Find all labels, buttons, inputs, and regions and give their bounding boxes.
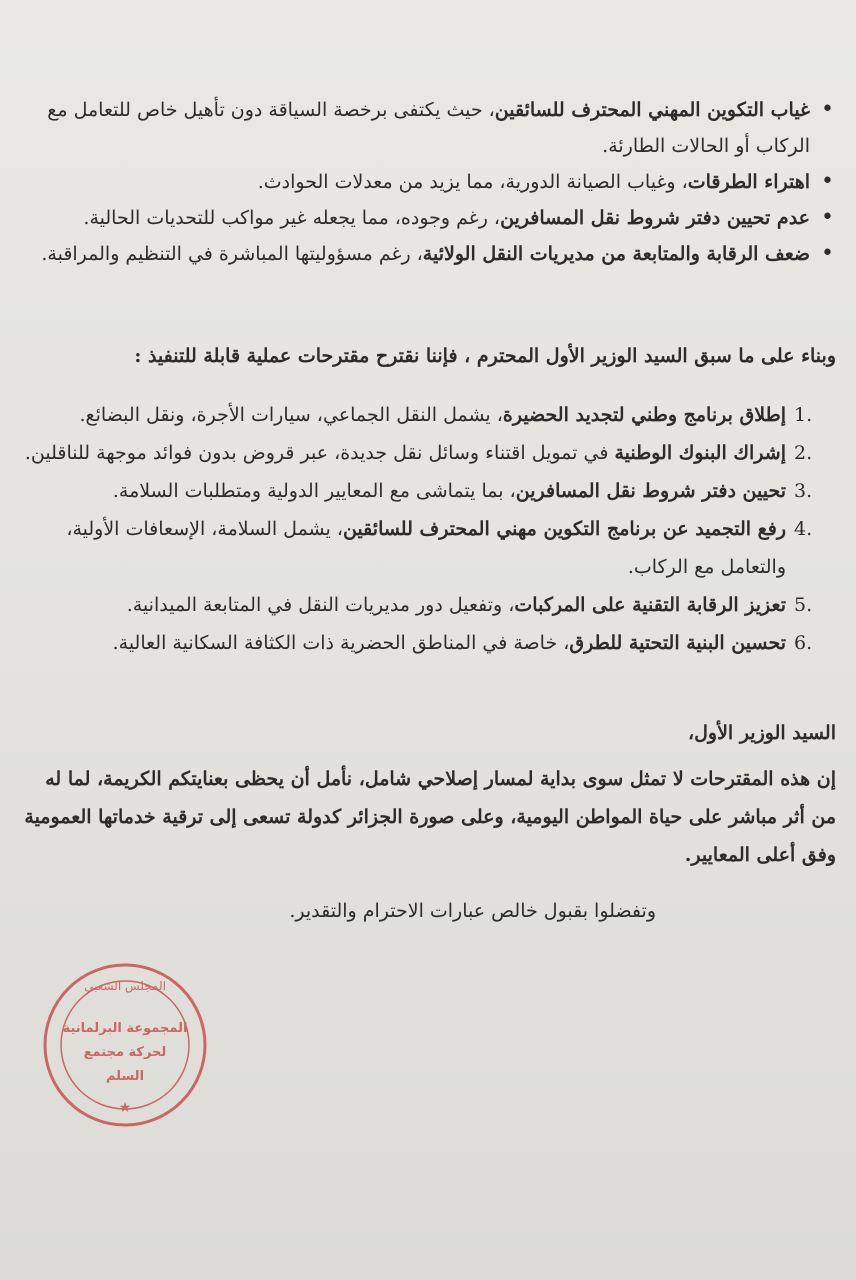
proposal-item: 3. تحيين دفتر شروط نقل المسافرين، بما يتماشى مع المعايير الدولية ومتطلبات السلامة. (16, 472, 836, 510)
proposal-item: 2. إشراك البنوك الوطنية في تمويل اقتناء وسائل نقل جديدة، عبر قروض بدون فوائد موجهة للناقلين. (16, 434, 836, 472)
stamp-line: المجموعة البرلمانية (62, 1021, 188, 1036)
closing-line: وتفضلوا بقبول خالص عبارات الاحترام والتقدير. (289, 900, 656, 922)
proposal-item: 6. تحسين البنية التحتية للطرق، خاصة في المناطق الحضرية ذات الكثافة السكانية العالية. (16, 624, 836, 662)
proposal-number: 4. (794, 518, 813, 540)
parliamentary-group-stamp (40, 960, 210, 1130)
proposal-number: 5. (794, 594, 813, 616)
stamp-top-text: المجلس الشعبي (84, 979, 166, 993)
proposal-number: 6. (794, 632, 813, 654)
proposal-item: 1. إطلاق برنامج وطني لتجديد الحضيرة، يشمل النقل الجماعي، سيارات الأجرة، ونقل البضائع. (16, 396, 836, 434)
proposal-item: 5. تعزيز الرقابة التقنية على المركبات، وتفعيل دور مديريات النقل في المتابعة الميدانية. (16, 586, 836, 624)
proposal-number: 2. (794, 442, 813, 464)
salutation: السيد الوزير الأول، (687, 722, 836, 744)
stamp-line: لحركة مجتمع (83, 1045, 167, 1060)
proposals-intro: وبناء على ما سبق السيد الوزير الأول المحترم ، فإننا نقترح مقترحات عملية قابلة للتنفيذ : (134, 345, 836, 367)
bullet-item: • ضعف الرقابة والمتابعة من مديريات النقل الولائية، رغم مسؤوليتها المباشرة في التنظيم والمراقبة. (16, 236, 836, 272)
stamp-star-icon: ★ (118, 1100, 132, 1116)
stamp-line: السلم (105, 1069, 145, 1084)
problems-list (16, 92, 836, 272)
bullet-item: • غياب التكوين المهني المحترف للسائقين، حيث يكتفى برخصة السياقة دون تأهيل خاص للتعامل مع الركاب أو الحالات الطارئة. (16, 92, 836, 164)
proposal-item: 4. رفع التجميد عن برنامج التكوين مهني المحترف للسائقين، يشمل السلامة، الإسعافات الأولية، والتعامل مع الركاب. (16, 510, 836, 586)
bullet-item: • اهتراء الطرقات، وغياب الصيانة الدورية، مما يزيد من معدلات الحوادث. (16, 164, 836, 200)
proposal-number: 3. (794, 480, 813, 502)
bullet-item: • عدم تحيين دفتر شروط نقل المسافرين، رغم وجوده، مما يجعله غير مواكب للتحديات الحالية. (16, 200, 836, 236)
proposals-list (16, 396, 836, 662)
proposal-number: 1. (794, 404, 813, 426)
body-paragraph: إن هذه المقترحات لا تمثل سوى بداية لمسار إصلاحي شامل، نأمل أن يحظى بعنايتكم الكريمة، لما له من أثر مباشر على حياة المواطن اليومية، وعلى صورة الجزائر كدولة تسعى إلى ترقية خدماتها العمومية وفق أعلى المعايير. (24, 768, 836, 866)
